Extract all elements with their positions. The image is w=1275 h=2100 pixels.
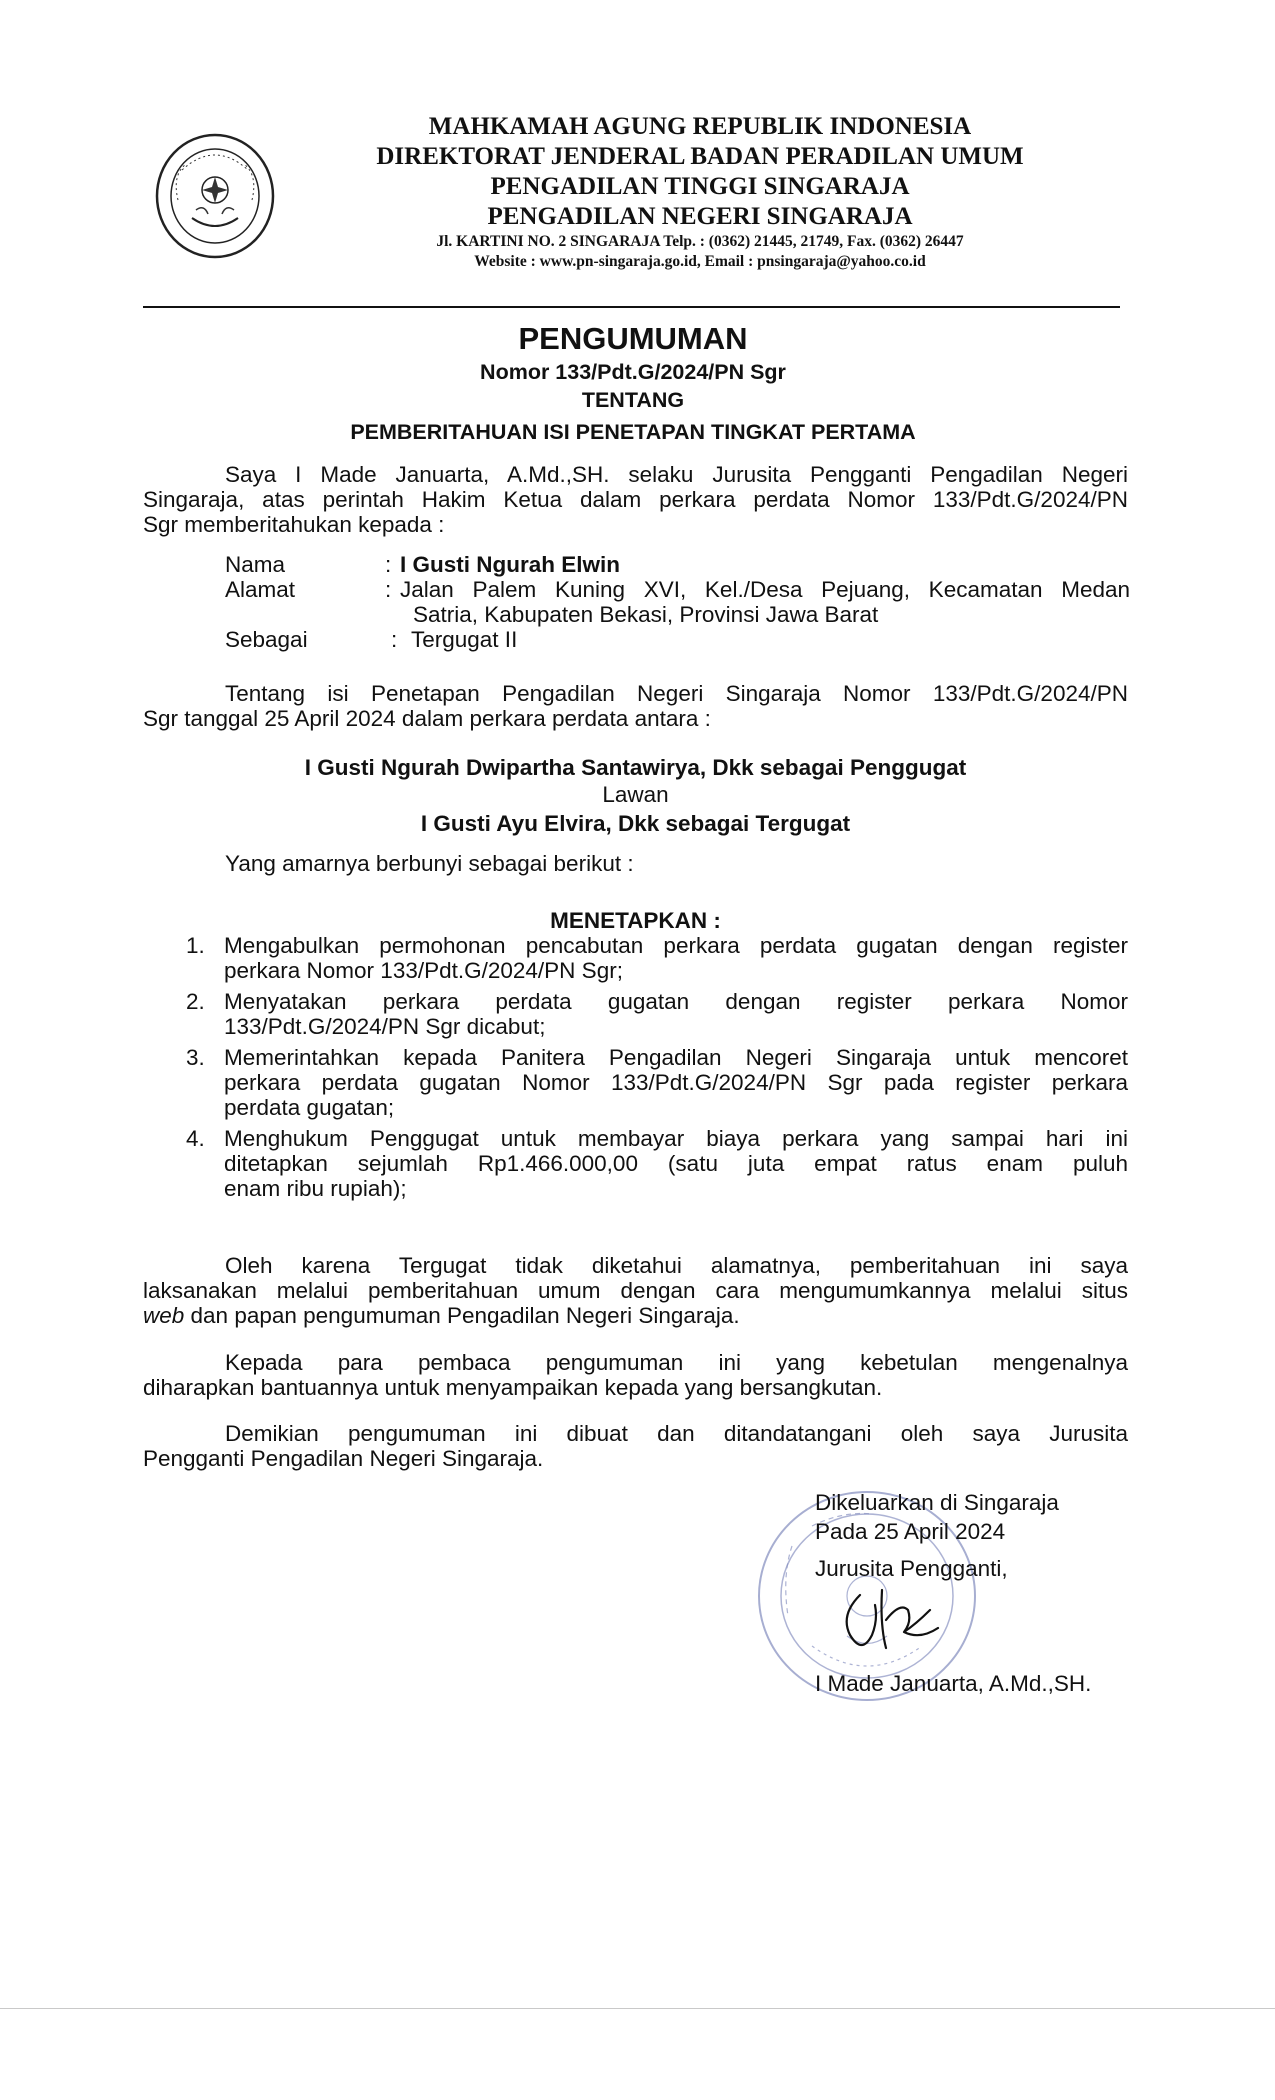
amar-intro-text: Yang amarnya berbunyi sebagai berikut : — [225, 851, 634, 876]
closing-line: Kepada para pembaca pengumuman ini yang kebetulan mengenalnya — [225, 1350, 1128, 1375]
signature-name: I Made Januarta, A.Md.,SH. — [815, 1671, 1092, 1696]
document-number: Nomor 133/Pdt.G/2024/PN Sgr — [480, 360, 786, 384]
party-alamat-row — [225, 577, 1130, 602]
intro-paragraph — [143, 462, 1128, 537]
list-item-number: 1. — [186, 933, 205, 958]
list-item-line: Menghukum Penggugat untuk membayar biaya perkara yang sampai hari ini — [224, 1126, 1128, 1151]
list-item — [178, 1126, 1128, 1201]
party-alamat-row-2 — [225, 602, 1130, 627]
alamat-colon: : — [385, 577, 392, 602]
alamat-line-1: Jalan Palem Kuning XVI, Kel./Desa Pejuang, Kecamatan Medan — [400, 577, 1130, 602]
list-item-line: perkara Nomor 133/Pdt.G/2024/PN Sgr; — [224, 958, 623, 983]
closing-line: laksanakan melalui pemberitahuan umum dengan cara mengumumkannya melalui situs — [143, 1278, 1128, 1303]
closing-line: Pengganti Pengadilan Negeri Singaraja. — [143, 1446, 544, 1471]
nama-value: I Gusti Ngurah Elwin — [400, 552, 621, 577]
list-item-number: 3. — [186, 1045, 205, 1070]
penetapan-paragraph — [143, 681, 1128, 731]
closing-line-rest: dan papan pengumuman Pengadilan Negeri Singaraja. — [184, 1303, 740, 1328]
page-title: PENGUMUMAN — [518, 321, 748, 356]
penetapan-line-2: Sgr tanggal 25 April 2024 dalam perkara perdata antara : — [143, 706, 711, 731]
letterhead-line-2: DIREKTORAT JENDERAL BADAN PERADILAN UMUM — [376, 143, 1024, 170]
list-item-line: Memerintahkan kepada Panitera Pengadilan Negeri Singaraja untuk mencoret — [224, 1045, 1128, 1070]
penetapan-line-1: Tentang isi Penetapan Pengadilan Negeri Singaraja Nomor 133/Pdt.G/2024/PN — [225, 681, 1128, 706]
title-tentang: TENTANG — [581, 388, 685, 412]
alamat-line-2: Satria, Kabupaten Bekasi, Provinsi Jawa Barat — [413, 602, 879, 627]
party-nama-row — [225, 552, 1130, 577]
letterhead-line-3: PENGADILAN TINGGI SINGARAJA — [490, 173, 910, 200]
list-item-line: enam ribu rupiah); — [224, 1176, 407, 1201]
sebagai-value: Tergugat II — [411, 627, 518, 652]
closing-line: diharapkan bantuannya untuk menyampaikan kepada yang bersangkutan. — [143, 1375, 883, 1400]
document-subject: PEMBERITAHUAN ISI PENETAPAN TINGKAT PERTAMA — [350, 420, 916, 444]
nama-colon: : — [385, 552, 392, 577]
sebagai-label: Sebagai — [225, 627, 308, 652]
closing-line: Demikian pengumuman ini dibuat dan ditandatangani oleh saya Jurusita — [225, 1421, 1128, 1446]
list-item-number: 2. — [186, 989, 205, 1014]
handwritten-signature-icon — [820, 1580, 980, 1660]
letterhead-line-4: PENGADILAN NEGERI SINGARAJA — [487, 203, 913, 230]
alamat-label: Alamat — [225, 577, 296, 602]
page-bottom-divider — [0, 2008, 1275, 2009]
letterhead-address: Jl. KARTINI NO. 2 SINGARAJA Telp. : (0362) 21445, 21749, Fax. (0362) 26447 — [436, 233, 964, 250]
closing-paragraph-2 — [143, 1350, 1128, 1400]
menetapkan-list — [178, 933, 1128, 1203]
amar-intro — [143, 851, 1128, 876]
signature-place: Dikeluarkan di Singaraja — [815, 1490, 1059, 1515]
intro-line-2: Singaraja, atas perintah Hakim Ketua dalam perkara perdata Nomor 133/Pdt.G/2024/PN — [143, 487, 1128, 512]
list-item-line: Menyatakan perkara perdata gugatan dengan register perkara Nomor — [224, 989, 1128, 1014]
letterhead-website: Website : www.pn-singaraja.go.id, Email : pnsingaraja@yahoo.co.id — [474, 253, 926, 270]
letterhead-line-1: MAHKAMAH AGUNG REPUBLIK INDONESIA — [428, 113, 972, 140]
header-divider — [143, 306, 1120, 308]
list-item-line: ditetapkan sejumlah Rp1.466.000,00 (satu juta empat ratus enam puluh — [224, 1151, 1128, 1176]
closing-line: Oleh karena Tergugat tidak diketahui alamatnya, pemberitahuan ini saya — [225, 1253, 1128, 1278]
party-details — [225, 552, 1130, 652]
list-item-line: Mengabulkan permohonan pencabutan perkara perdata gugatan dengan register — [224, 933, 1128, 958]
web-word: web — [143, 1303, 185, 1328]
signature-date: Pada 25 April 2024 — [815, 1519, 1006, 1544]
signature-role: Jurusita Pengganti, — [815, 1556, 1008, 1581]
menetapkan-heading: MENETAPKAN : — [550, 908, 721, 933]
list-item-number: 4. — [186, 1126, 205, 1151]
list-item — [178, 1045, 1128, 1120]
penggugat-line: I Gusti Ngurah Dwipartha Santawirya, Dkk sebagai Penggugat — [304, 755, 967, 780]
letterhead — [300, 112, 1100, 272]
closing-paragraph-3 — [143, 1421, 1128, 1471]
intro-line-3: Sgr memberitahukan kepada : — [143, 512, 445, 537]
nama-label: Nama — [225, 552, 286, 577]
closing-line — [143, 1303, 1128, 1328]
list-item-line: perdata gugatan; — [224, 1095, 395, 1120]
list-item-line: perkara perdata gugatan Nomor 133/Pdt.G/2024/PN Sgr pada register perkara — [224, 1070, 1128, 1095]
list-item — [178, 989, 1128, 1039]
list-item — [178, 933, 1128, 983]
court-emblem-icon — [152, 130, 278, 262]
list-item-line: 133/Pdt.G/2024/PN Sgr dicabut; — [224, 1014, 546, 1039]
intro-line-1: Saya I Made Januarta, A.Md.,SH. selaku Jurusita Pengganti Pengadilan Negeri — [225, 462, 1128, 487]
sebagai-colon: : — [391, 627, 398, 652]
lawan-line: Lawan — [602, 782, 669, 807]
tergugat-line: I Gusti Ayu Elvira, Dkk sebagai Tergugat — [420, 811, 851, 836]
closing-paragraph-1 — [143, 1253, 1128, 1328]
party-sebagai-row — [225, 627, 1130, 652]
